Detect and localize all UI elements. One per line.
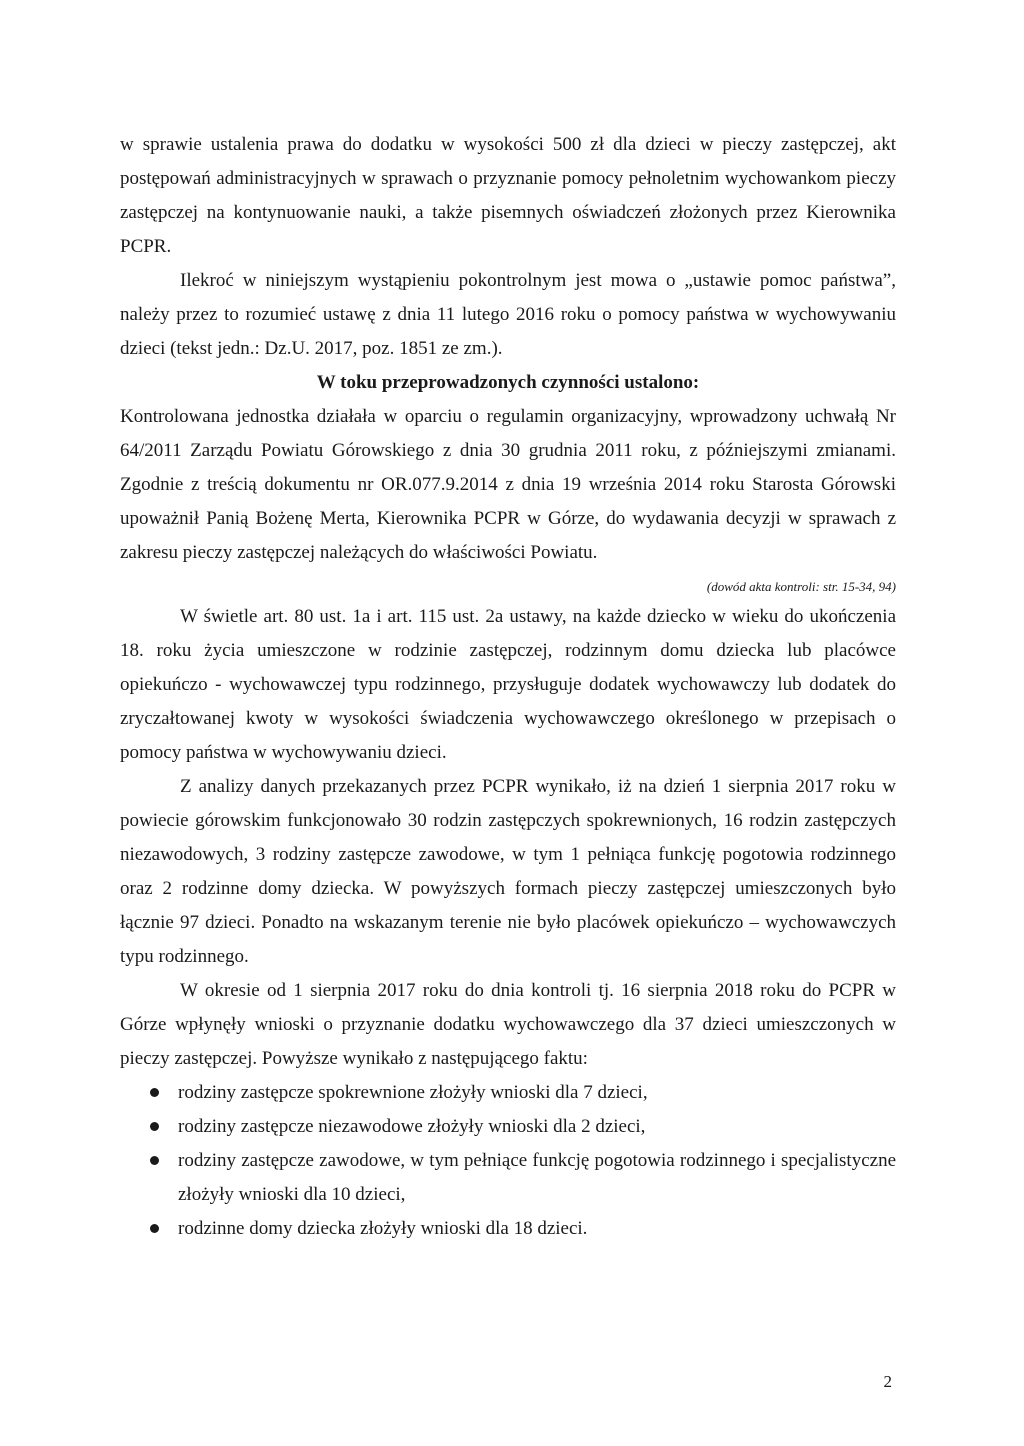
paragraph-applications: W okresie od 1 sierpnia 2017 roku do dnia kontroli tj. 16 sierpnia 2018 roku do PCPR w Górze wpłynęły wnioski o przyznanie dodatku wychowawczego dla 37 dzieci umieszczonych w pieczy zastępczej. Powyższe wynikało z następującego faktu: bbox=[120, 980, 896, 1069]
list-item-text: rodzinne domy dziecka złożyły wnioski dla 18 dzieci. bbox=[178, 1218, 588, 1239]
paragraph-definition: Ilekroć w niniejszym wystąpieniu pokontrolnym jest mowa o „ustawie pomoc państwa”, należy przez to rozumieć ustawę z dnia 11 lutego 2016 roku o pomocy państwa w wychowywaniu dzieci (tekst jedn.: Dz.U. 2017, poz. 1851 ze zm.). bbox=[120, 270, 896, 359]
list-item bbox=[120, 1144, 896, 1212]
document-body bbox=[120, 128, 896, 1246]
bullet-icon bbox=[150, 1156, 159, 1165]
bullet-icon bbox=[150, 1088, 159, 1097]
paragraph-data-analysis: Z analizy danych przekazanych przez PCPR wynikało, iż na dzień 1 sierpnia 2017 roku w powiecie górowskim funkcjonowało 30 rodzin zastępczych spokrewnionych, 16 rodzin zastępczych niezawodowych, 3 rodziny zastępcze zawodowe, w tym 1 pełniąca funkcję pogotowia rodzinnego oraz 2 rodzinne domy dziecka. W powyższych formach pieczy zastępczej umieszczonych było łącznie 97 dzieci. Ponadto na wskazanym terenie nie było placówek opiekuńczo – wychowawczych typu rodzinnego. bbox=[120, 776, 896, 967]
evidence-reference: (dowód akta kontroli: str. 15-34, 94) bbox=[706, 579, 896, 594]
paragraph-scope-continuation: w sprawie ustalenia prawa do dodatku w wysokości 500 zł dla dzieci w pieczy zastępczej, akt postępowań administracyjnych w sprawach o przyznanie pomocy pełnoletnim wychowankom pieczy zastępczej na kontynuowanie nauki, a także pisemnych oświadczeń złożonych przez Kierownika PCPR. bbox=[120, 134, 896, 257]
list-item-text: rodziny zastępcze zawodowe, w tym pełniące funkcję pogotowia rodzinnego i specjalistyczne złożyły wnioski dla 10 dzieci, bbox=[178, 1150, 896, 1205]
list-item-text: rodziny zastępcze spokrewnione złożyły wnioski dla 7 dzieci, bbox=[178, 1082, 648, 1103]
paragraph-organization: Kontrolowana jednostka działała w oparciu o regulamin organizacyjny, wprowadzony uchwałą Nr 64/2011 Zarządu Powiatu Górowskiego z dnia 30 grudnia 2011 roku, z późniejszymi zmianami. Zgodnie z treścią dokumentu nr OR.077.9.2014 z dnia 19 września 2014 roku Starosta Górowski upoważnił Panią Bożenę Merta, Kierownika PCPR w Górze, do wydawania decyzji w sprawach z zakresu pieczy zastępczej należących do właściwości Powiatu. bbox=[120, 406, 896, 563]
bullet-list bbox=[120, 1076, 896, 1246]
list-item bbox=[120, 1212, 896, 1246]
paragraph-legal-basis: W świetle art. 80 ust. 1a i art. 115 ust. 2a ustawy, na każde dziecko w wieku do ukończenia 18. roku życia umieszczone w rodzinie zastępczej, rodzinnym domu dziecka lub placówce opiekuńczo - wychowawczej typu rodzinnego, przysługuje dodatek wychowawczy lub dodatek do zryczałtowanej kwoty w wysokości świadczenia wychowawczego określonego w przepisach o pomocy państwa w wychowywaniu dzieci. bbox=[120, 606, 896, 763]
bullet-icon bbox=[150, 1224, 159, 1233]
list-item bbox=[120, 1110, 896, 1144]
bullet-icon bbox=[150, 1122, 159, 1131]
list-item bbox=[120, 1076, 896, 1110]
section-heading: W toku przeprowadzonych czynności ustalono: bbox=[316, 372, 700, 393]
page-number: 2 bbox=[883, 1372, 892, 1391]
list-item-text: rodziny zastępcze niezawodowe złożyły wnioski dla 2 dzieci, bbox=[178, 1116, 646, 1137]
